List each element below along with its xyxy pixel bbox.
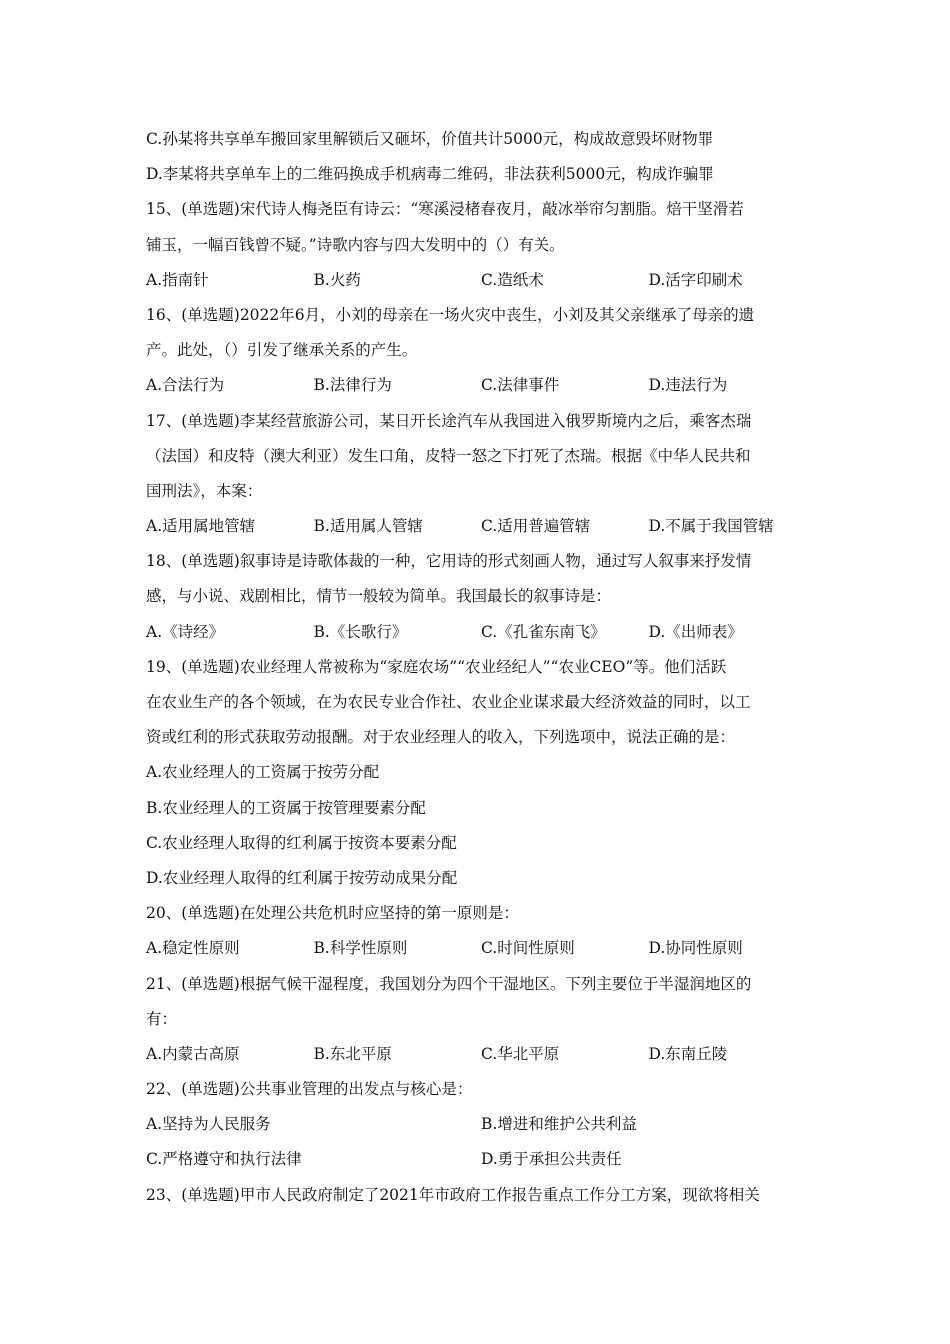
question-17-line-2: （法国）和皮特（澳大利亚）发生口角，皮特一怒之下打死了杰瑞。根据《中华人民共和 [146, 446, 751, 465]
question-22-line-1: 22、(单选题)公共事业管理的出发点与核心是： [146, 1080, 473, 1099]
question-15-options [146, 263, 816, 298]
question-15-line-2: 铺玉，一幅百钱曾不疑。”诗歌内容与四大发明中的（）有关。 [146, 235, 565, 254]
question-16-line-1: 16、(单选题)2022年6月，小刘的母亲在一场火灾中丧生，小刘及其父亲继承了母亲的遗 [146, 305, 755, 324]
option-c: C.适用普遍管辖 [481, 517, 591, 536]
option-a: A.稳定性原则 [146, 939, 240, 958]
question-16-options [146, 368, 816, 403]
question-18-line-1: 18、(单选题)叙事诗是诗歌体裁的一种，它用诗的形式刻画人物，通过写人叙事来抒发情 [146, 552, 752, 571]
option-d: D.协同性原则 [648, 939, 743, 958]
question-17-line-3: 国刑法》，本案： [146, 481, 263, 500]
option-b: B.增进和维护公共利益 [481, 1115, 637, 1134]
option-b: B.法律行为 [313, 376, 392, 395]
question-19-option-d: D.农业经理人取得的红利属于按劳动成果分配 [146, 868, 458, 887]
option-b: B.适用属人管辖 [313, 517, 423, 536]
option-c: C.造纸术 [481, 270, 544, 289]
option-c: C.时间性原则 [481, 939, 575, 958]
question-19-line-1: 19、(单选题)农业经理人常被称为“家庭农场”“农业经纪人”“农业CEO”等。他们活跃 [146, 657, 727, 676]
question-18-line-2: 感，与小说、戏剧相比，情节一般较为简单。我国最长的叙事诗是： [146, 587, 612, 606]
question-19-option-b: B.农业经理人的工资属于按管理要素分配 [146, 798, 426, 817]
question-17-line-1: 17、(单选题)李某经营旅游公司，某日开长途汽车从我国进入俄罗斯境内之后，乘客杰瑞 [146, 411, 752, 430]
exam-page [146, 122, 816, 1213]
question-20-line-1: 20、(单选题)在处理公共危机时应坚持的第一原则是： [146, 904, 519, 923]
question-22-options-row-1 [146, 1107, 816, 1142]
option-a: A.合法行为 [146, 376, 225, 395]
question-23-line-1: 23、(单选题)甲市人民政府制定了2021年市政府工作报告重点工作分工方案，现欲将相关 [146, 1185, 760, 1204]
option-d: D.东南丘陵 [648, 1044, 728, 1063]
question-21-line-1: 21、(单选题)根据气候干湿程度，我国划分为四个干湿地区。下列主要位于半湿润地区的 [146, 974, 752, 993]
option-c: C.严格遵守和执行法律 [146, 1150, 302, 1169]
question-15-line-1: 15、(单选题)宋代诗人梅尧臣有诗云：“寒溪浸楮春夜月，敲冰举帘匀割脂。焙干坚滑若 [146, 200, 744, 219]
question-19-option-c: C.农业经理人取得的红利属于按资本要素分配 [146, 833, 457, 852]
option-d: D.《出师表》 [648, 622, 743, 641]
option-d: D.不属于我国管辖 [648, 517, 774, 536]
option-a: A.内蒙古高原 [146, 1044, 240, 1063]
question-19-line-3: 资或红利的形式获取劳动报酬。对于农业经理人的收入，下列选项中，说法正确的是： [146, 728, 736, 747]
question-16-line-2: 产。此处，（）引发了继承关系的产生。 [146, 341, 418, 360]
option-b: B.东北平原 [313, 1044, 392, 1063]
prev-option-d: D.李某将共享单车上的二维码换成手机病毒二维码，非法获利5000元，构成诈骗罪 [146, 165, 714, 184]
question-21-line-2: 有： [146, 1009, 178, 1028]
option-b: B.《长歌行》 [313, 622, 408, 641]
question-22-options-row-2 [146, 1142, 816, 1177]
prev-option-c: C.孙某将共享单车搬回家里解锁后又砸坏，价值共计5000元，构成故意毁坏财物罪 [146, 130, 714, 148]
option-a: A.坚持为人民服务 [146, 1115, 271, 1134]
option-b: B.火药 [313, 270, 361, 289]
question-17-options [146, 509, 816, 544]
option-c: C.华北平原 [481, 1044, 560, 1063]
option-d: D.违法行为 [648, 376, 728, 395]
question-19-line-2: 在农业生产的各个领域，在为农民专业合作社、农业企业谋求最大经济效益的同时，以工 [146, 693, 751, 711]
option-d: D.活字印刷术 [648, 270, 743, 289]
option-a: A.《诗经》 [146, 622, 225, 641]
question-21-options [146, 1037, 816, 1072]
option-a: A.适用属地管辖 [146, 517, 256, 536]
option-b: B.科学性原则 [313, 939, 408, 958]
question-19-option-a: A.农业经理人的工资属于按劳分配 [146, 763, 380, 782]
option-c: C.法律事件 [481, 376, 560, 395]
option-c: C.《孔雀东南飞》 [481, 622, 606, 641]
option-d: D.勇于承担公共责任 [481, 1150, 622, 1169]
question-20-options [146, 931, 816, 966]
question-18-options [146, 615, 816, 650]
option-a: A.指南针 [146, 270, 209, 289]
